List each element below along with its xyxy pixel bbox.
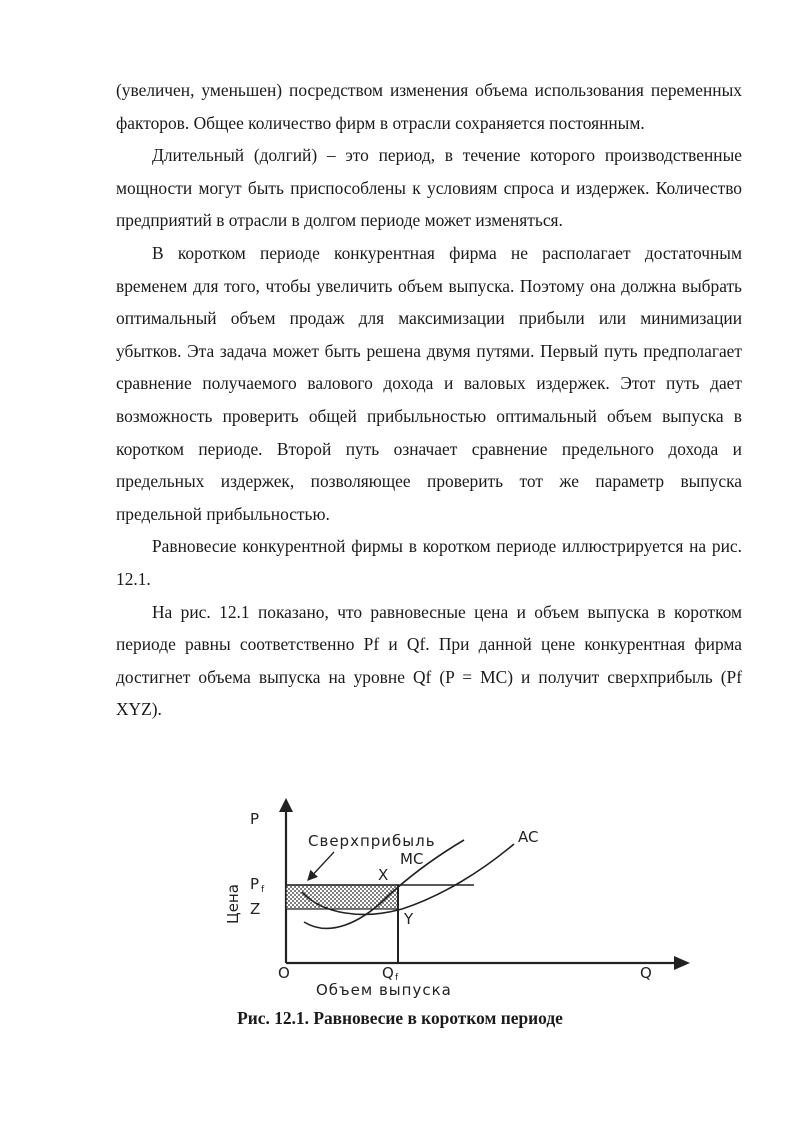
profit-area [286,885,398,909]
paragraph: Длительный (долгий) – это период, в течение которого производственные мощности могут быть приспособлены к условиям спроса и издержек. Количество предприятий в отрасли в долгом периоде может изменяться. [116,145,742,231]
paragraph: (увеличен, уменьшен) посредством изменения объема использования переменных факторов. Общее количество фирм в отрасли сохраняется постоянным. [116,80,742,133]
profit-pointer [308,852,334,880]
z-label: Z [250,900,261,918]
mc-curve [304,840,464,928]
axis-x-letter: Q [640,964,652,982]
figure-caption: Рис. 12.1. Равновесие в коротком периоде [237,1008,563,1028]
paragraph: Равновесие конкурентной фирмы в коротком периоде иллюстрируется на рис. 12.1. [116,536,742,589]
body-text [116,74,742,726]
axis-y-label: Цена [224,884,242,924]
equilibrium-diagram [212,796,702,1002]
x-axis-arrow [674,956,690,970]
paragraph: На рис. 12.1 показано, что равновесные цена и объем выпуска в коротком периоде равны соответственно Pf и Qf. При данной цене конкурентная фирма достигнет объема выпуска на уровне Qf (P = MC) и получит сверхприбыль (Pf XYZ). [116,601,742,720]
pf-label: P [250,875,260,893]
point-x-label: X [378,866,389,884]
y-axis-arrow [279,798,293,812]
origin-label: O [278,964,290,982]
axis-x-label: Объем выпуска [316,981,452,999]
mc-label: MC [400,850,424,868]
point-y-label: Y [404,910,414,928]
qf-label: Q [382,964,394,982]
profit-label: Сверхприбыль [308,832,436,850]
equilibrium-figure [212,796,702,1002]
qf-subscript: f [395,973,399,983]
ac-label: AC [518,828,539,846]
axis-y-letter: P [250,810,260,828]
paragraph: В коротком периоде конкурентная фирма не располагает достаточным временем для того, чтобы увеличить объем выпуска. Поэтому она должна выбрать оптимальный объем продаж для максимизации прибыли или минимизации убытков. Эта задача может быть решена двумя путями. Первый путь предполагает сравнение получаемого валового дохода и валовых издержек. Этот путь дает возможность проверить общей прибыльностью оптимальный объем выпуска в коротком периоде. Второй путь означает сравнение предельного дохода и предельных издержек, позволяющее проверить тот же параметр выпуска предельной прибыльностью. [116,242,742,524]
pf-subscript: f [261,885,265,895]
